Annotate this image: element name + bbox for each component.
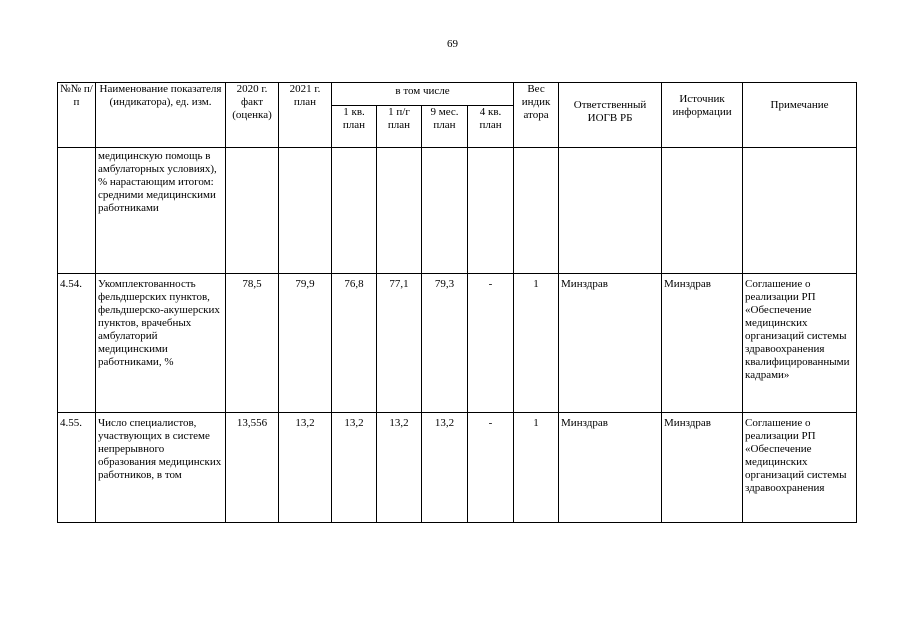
header-h1: 1 п/г план [377,106,422,148]
cell-h1: 77,1 [377,274,422,413]
table-row [58,274,857,413]
cell-source: Минздрав [662,274,743,413]
header-fact-2020: 2020 г. факт (оценка) [226,83,279,148]
cell-note: Соглашение о реализации РП «Обеспечение медицинских организаций системы здравоохранения [743,413,857,523]
cell-weight: 1 [514,413,559,523]
cell-num: 4.55. [58,413,96,523]
header-row [58,83,857,106]
cell-q1: 13,2 [332,413,377,523]
cell-note: Соглашение о реализации РП «Обеспечение медицинских организаций системы здравоохранения квалифицированными кадрами» [743,274,857,413]
cell-weight [514,148,559,274]
cell-9m: 13,2 [422,413,468,523]
table-row [58,148,857,274]
cell-q4 [468,148,514,274]
header-responsible: Ответственный ИОГВ РБ [559,83,662,148]
cell-fact-2020: 13,556 [226,413,279,523]
header-including: в том числе [332,83,514,106]
cell-q1: 76,8 [332,274,377,413]
cell-responsible: Минздрав [559,413,662,523]
indicators-table [57,82,857,523]
cell-note [743,148,857,274]
page-number: 69 [447,38,458,50]
header-9m: 9 мес. план [422,106,468,148]
header-weight: Вес индик атора [514,83,559,148]
cell-plan-2021 [279,148,332,274]
cell-source [662,148,743,274]
header-plan-2021: 2021 г. план [279,83,332,148]
cell-9m: 79,3 [422,274,468,413]
cell-source: Минздрав [662,413,743,523]
cell-h1: 13,2 [377,413,422,523]
cell-name: Укомплектованность фельдшерских пунктов, фельдшерско-акушерских пунктов, врачебных амбулаторий медицинскими работниками, % [96,274,226,413]
cell-responsible [559,148,662,274]
cell-name: Число специалистов, участвующих в системе непрерывного образования медицинских работников, в том [96,413,226,523]
header-q4: 4 кв. план [468,106,514,148]
cell-q4: - [468,413,514,523]
cell-q1 [332,148,377,274]
cell-num: 4.54. [58,274,96,413]
cell-responsible: Минздрав [559,274,662,413]
table-row [58,413,857,523]
header-num: №№ п/п [58,83,96,148]
cell-num [58,148,96,274]
cell-plan-2021: 79,9 [279,274,332,413]
header-source: Источник информации [662,83,743,148]
header-note: Примечание [743,83,857,148]
cell-plan-2021: 13,2 [279,413,332,523]
cell-fact-2020: 78,5 [226,274,279,413]
cell-q4: - [468,274,514,413]
header-q1: 1 кв. план [332,106,377,148]
header-name: Наименование показателя (индикатора), ед. изм. [96,83,226,148]
cell-fact-2020 [226,148,279,274]
cell-9m [422,148,468,274]
cell-weight: 1 [514,274,559,413]
cell-name: медицинскую помощь в амбулаторных условиях), % нарастающим итогом: средними медицинскими работниками [96,148,226,274]
cell-h1 [377,148,422,274]
